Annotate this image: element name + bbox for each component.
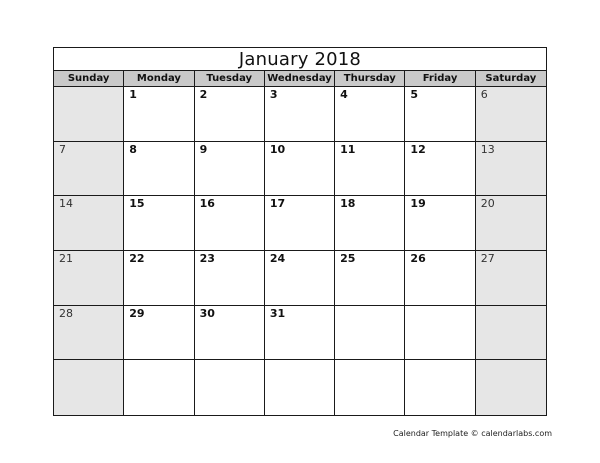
day-cell [335, 251, 405, 306]
day-number: 9 [199, 142, 208, 156]
day-number: 30 [199, 306, 215, 320]
day-number: 19 [410, 197, 426, 211]
day-number: 17 [269, 197, 286, 211]
day-cell [335, 196, 405, 251]
weekday-header-row [54, 71, 546, 87]
day-number: 10 [269, 142, 286, 156]
day-number: 14 [59, 197, 73, 211]
day-cell [265, 196, 335, 251]
day-cell [195, 196, 265, 251]
day-number: 2 [199, 88, 208, 101]
day-number: 26 [410, 252, 426, 265]
day-number: 8 [129, 142, 137, 156]
day-cell [195, 251, 265, 306]
day-number: 12 [410, 142, 426, 156]
weekday-header-tuesday: Tuesday [195, 71, 265, 86]
day-cell [124, 360, 194, 415]
day-cell [54, 142, 124, 197]
day-number: 11 [340, 142, 356, 156]
day-cell [265, 360, 335, 415]
calendar-title: January 2018 [54, 48, 546, 71]
day-cell [265, 142, 335, 197]
day-cell [124, 142, 194, 197]
day-cell [476, 196, 546, 251]
calendar-grid [54, 87, 546, 415]
day-number: 20 [480, 197, 495, 211]
day-cell [54, 87, 124, 142]
day-cell [265, 87, 335, 142]
day-number: 22 [129, 252, 145, 265]
weekday-header-thursday: Thursday [335, 71, 405, 86]
day-cell [124, 251, 194, 306]
day-number: 31 [269, 306, 286, 320]
day-number: 25 [340, 252, 356, 265]
day-cell [335, 87, 405, 142]
day-cell [335, 360, 405, 415]
weekday-header-wednesday: Wednesday [265, 71, 335, 86]
weekday-header-friday: Friday [405, 71, 475, 86]
calendar [53, 47, 547, 416]
day-cell [54, 360, 124, 415]
day-cell [405, 306, 475, 361]
weekday-header-monday: Monday [124, 71, 194, 86]
day-number: 23 [199, 252, 215, 265]
day-number: 18 [340, 197, 356, 211]
day-number: 29 [129, 306, 145, 320]
weekday-header-saturday: Saturday [485, 73, 537, 84]
day-cell [195, 142, 265, 197]
day-number: 4 [340, 88, 348, 101]
day-cell [476, 360, 546, 415]
day-number: 16 [199, 197, 215, 211]
day-number: 6 [480, 88, 488, 101]
day-number: 24 [269, 252, 286, 265]
day-number: 1 [129, 88, 137, 101]
day-cell [405, 87, 475, 142]
day-cell [476, 306, 546, 361]
day-cell [195, 87, 265, 142]
footer-credit: Calendar Template © calendarlabs.com [393, 429, 552, 438]
day-cell [265, 306, 335, 361]
day-number: 21 [59, 252, 73, 265]
day-number: 15 [129, 197, 145, 211]
day-number: 27 [480, 252, 495, 265]
day-cell [124, 306, 194, 361]
day-number: 7 [59, 142, 66, 156]
weekday-header-sunday: Sunday [54, 71, 124, 86]
day-cell [124, 196, 194, 251]
day-cell [195, 306, 265, 361]
day-cell [54, 196, 124, 251]
day-number: 28 [59, 306, 73, 320]
day-cell [195, 360, 265, 415]
day-cell [476, 251, 546, 306]
day-cell [54, 306, 124, 361]
day-cell [405, 251, 475, 306]
day-cell [476, 142, 546, 197]
day-cell [405, 196, 475, 251]
day-cell [476, 87, 546, 142]
day-cell [54, 251, 124, 306]
day-cell [405, 142, 475, 197]
day-number: 5 [410, 88, 419, 101]
day-cell [335, 142, 405, 197]
day-cell [265, 251, 335, 306]
day-cell [124, 87, 194, 142]
day-cell [335, 306, 405, 361]
day-cell [405, 360, 475, 415]
day-number: 3 [269, 88, 278, 101]
day-number: 13 [480, 142, 495, 156]
